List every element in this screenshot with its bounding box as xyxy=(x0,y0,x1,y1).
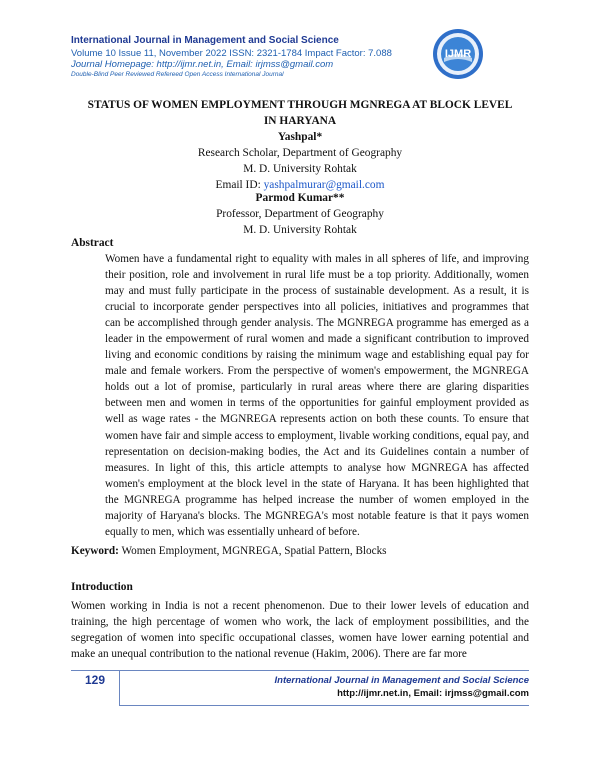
introduction-heading: Introduction xyxy=(71,581,133,593)
keywords-line xyxy=(71,545,387,557)
author-2-name: Parmod Kumar** xyxy=(255,192,345,204)
abstract-heading: Abstract xyxy=(71,237,114,249)
author-1-role: Research Scholar, Department of Geography xyxy=(197,147,403,159)
author-1-block xyxy=(60,129,540,193)
author-2-block xyxy=(60,190,540,238)
title-line-1: STATUS OF WOMEN EMPLOYMENT THROUGH MGNREGA AT BLOCK LEVEL xyxy=(87,99,513,111)
keywords-text: Women Employment, MGNREGA, Spatial Pattern, Blocks xyxy=(118,545,387,557)
footer-journal-name: International Journal in Management and Social Science xyxy=(274,675,529,686)
page-number: 129 xyxy=(84,673,106,687)
svg-text:IJMR: IJMR xyxy=(444,48,472,60)
journal-name: International Journal in Management and Social Science xyxy=(71,35,339,46)
footer-url-line: http://ijmr.net.in, Email: irjmss@gmail.com xyxy=(337,688,529,699)
abstract-text: Women have a fundamental right to equality with males in all spheres of life, and improving their position, role and involvement in rural life must be a top priority. Additionally, women may and must fully participate in the process of sustainable development. As a result, it is crucial to incorporate gender perspectives into all policies, initiatives and programmes that can be accomplished through gender analysis. The MGNREGA programme has emerged as a leader in the empowerment of rural women and made a significant contribution to improved living and economic conditions by raising the minimum wage and establishing equal pay for male and female workers. From the perspective of women's empowerment, the MGNREGA holds out a lot of promise, particularly in rural areas where there are glaring disparities between men and women in terms of the opportunities for gainful employment provided as well as wage rates - the MGNREGA represents action on both these counts. To ensure that women have fair and simple access to employment, livable working conditions, equal pay, and representation on decision-making bodies, the Act and its Guidelines contain a number of measures. In light of this, this article attempts to analyse how MGNREGA has affected women's employment at the block level in the state of Haryana. It has been highlighted that the MGNREGA programme has helped increase the number of women employed in the majority of Haryana's blocks. The MGNREGA's most notable feature is that it pays women equally to men, which was essentially unheard of before. xyxy=(105,253,529,538)
homepage-line: Journal Homepage: http://ijmr.net.in, Email: irjmss@gmail.com xyxy=(71,59,334,71)
keywords-label: Keyword: xyxy=(71,545,119,557)
footer-text xyxy=(275,674,529,700)
author-1-name: Yashpal* xyxy=(277,131,323,143)
email-label: Email ID: xyxy=(215,179,264,191)
author-2-university: M. D. University Rohtak xyxy=(243,224,357,236)
author-2-role: Professor, Department of Geography xyxy=(216,208,384,220)
volume-line: Volume 10 Issue 11, November 2022 ISSN: 2321-1784 Impact Factor: 7.088 xyxy=(71,47,392,59)
footer-divider xyxy=(119,670,120,706)
page-footer xyxy=(71,670,529,706)
author-1-email-link[interactable]: yashpalmurar@gmail.com xyxy=(263,179,385,191)
paper-title xyxy=(60,97,540,129)
footer-bottom-rule xyxy=(119,705,529,706)
footer-top-rule xyxy=(71,670,529,671)
journal-header xyxy=(71,35,471,79)
title-line-2: IN HARYANA xyxy=(263,115,337,127)
introduction-text: Women working in India is not a recent phenomenon. Due to their lower levels of education and training, the high percentage of women who work, the lack of employment possibilities, and the segregation of women into specific occupational classes, women have lower earning potential and make an unequal contribution to the national revenue (Hakim, 2006). There are far more xyxy=(71,600,529,661)
author-1-university: M. D. University Rohtak xyxy=(243,163,357,175)
journal-logo-icon xyxy=(432,28,484,80)
double-blind-line: Double-Blind Peer Reviewed Refereed Open Access International Journal xyxy=(71,71,284,79)
